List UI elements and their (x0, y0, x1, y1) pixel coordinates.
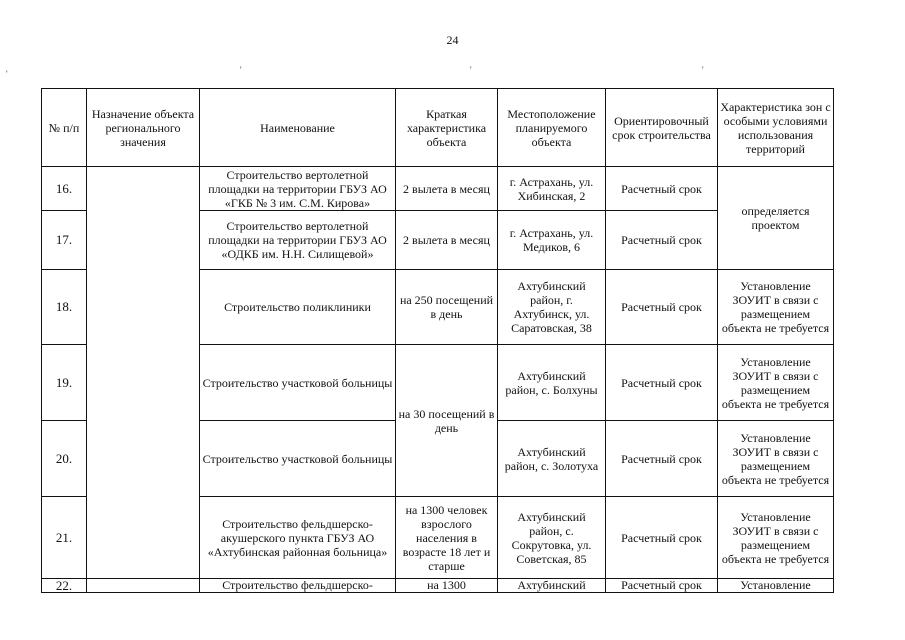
page-number: 24 (446, 33, 459, 47)
col-header-zones: Характеристика зон с особыми условиями использования территорий (718, 89, 834, 167)
zone-characteristic: Установление ЗОУИТ в связи с размещением объекта не требуется (718, 270, 834, 345)
scan-speck: ' (240, 65, 242, 75)
row-number: 17. (42, 211, 87, 270)
object-characteristic: на 30 посещений в день (396, 345, 498, 497)
object-location: Ахтубинский район, с. Золотуха (498, 421, 606, 497)
scan-speck: ' (470, 65, 472, 75)
table-row (42, 579, 834, 593)
object-characteristic: на 1300 человек взрослого населения в возрасте 18 лет и старше (396, 497, 498, 579)
objects-table (41, 88, 834, 593)
purpose-cell (87, 579, 200, 593)
object-location: Ахтубинский (498, 579, 606, 593)
zone-characteristic: определяется проектом (718, 167, 834, 270)
scan-speck: ' (702, 65, 704, 75)
purpose-cell (87, 167, 200, 579)
object-name: Строительство участковой больницы (200, 421, 396, 497)
object-location: г. Астрахань, ул. Хибинская, 2 (498, 167, 606, 211)
object-name: Строительство вертолетной площадки на территории ГБУЗ АО «ГКБ № 3 им. С.М. Кирова» (200, 167, 396, 211)
scan-speck: ' (6, 69, 8, 79)
row-number: 20. (42, 421, 87, 497)
row-number: 16. (42, 167, 87, 211)
object-name: Строительство фельдшерско-акушерского пункта ГБУЗ АО «Ахтубинская районная больница» (200, 497, 396, 579)
construction-term: Расчетный срок (606, 345, 718, 421)
col-header-purpose: Назначение объекта регионального значения (87, 89, 200, 167)
row-number: 18. (42, 270, 87, 345)
zone-characteristic: Установление (718, 579, 834, 593)
zone-characteristic: Установление ЗОУИТ в связи с размещением объекта не требуется (718, 497, 834, 579)
zone-characteristic: Установление ЗОУИТ в связи с размещением объекта не требуется (718, 345, 834, 421)
construction-term: Расчетный срок (606, 270, 718, 345)
row-number: 19. (42, 345, 87, 421)
construction-term: Расчетный срок (606, 579, 718, 593)
object-characteristic: 2 вылета в месяц (396, 167, 498, 211)
object-characteristic: 2 вылета в месяц (396, 211, 498, 270)
construction-term: Расчетный срок (606, 421, 718, 497)
table-row (42, 167, 834, 211)
object-name: Строительство вертолетной площадки на территории ГБУЗ АО «ОДКБ им. Н.Н. Силищевой» (200, 211, 396, 270)
object-location: г. Астрахань, ул. Медиков, 6 (498, 211, 606, 270)
col-header-characteristic: Краткая характеристика объекта (396, 89, 498, 167)
object-name: Строительство фельдшерско- (200, 579, 396, 593)
row-number: 22. (42, 579, 87, 593)
object-location: Ахтубинский район, г. Ахтубинск, ул. Саратовская, 38 (498, 270, 606, 345)
table-header-row (42, 89, 834, 167)
col-header-location: Местоположение планируемого объекта (498, 89, 606, 167)
zone-characteristic: Установление ЗОУИТ в связи с размещением объекта не требуется (718, 421, 834, 497)
object-name: Строительство участковой больницы (200, 345, 396, 421)
object-location: Ахтубинский район, с. Сокрутовка, ул. Советская, 85 (498, 497, 606, 579)
construction-term: Расчетный срок (606, 497, 718, 579)
row-number: 21. (42, 497, 87, 579)
col-header-name: Наименование (200, 89, 396, 167)
object-characteristic: на 1300 (396, 579, 498, 593)
construction-term: Расчетный срок (606, 211, 718, 270)
col-header-number: № п/п (42, 89, 87, 167)
object-name: Строительство поликлиники (200, 270, 396, 345)
object-location: Ахтубинский район, с. Болхуны (498, 345, 606, 421)
object-characteristic: на 250 посещений в день (396, 270, 498, 345)
construction-term: Расчетный срок (606, 167, 718, 211)
col-header-term: Ориентировочный срок строительства (606, 89, 718, 167)
